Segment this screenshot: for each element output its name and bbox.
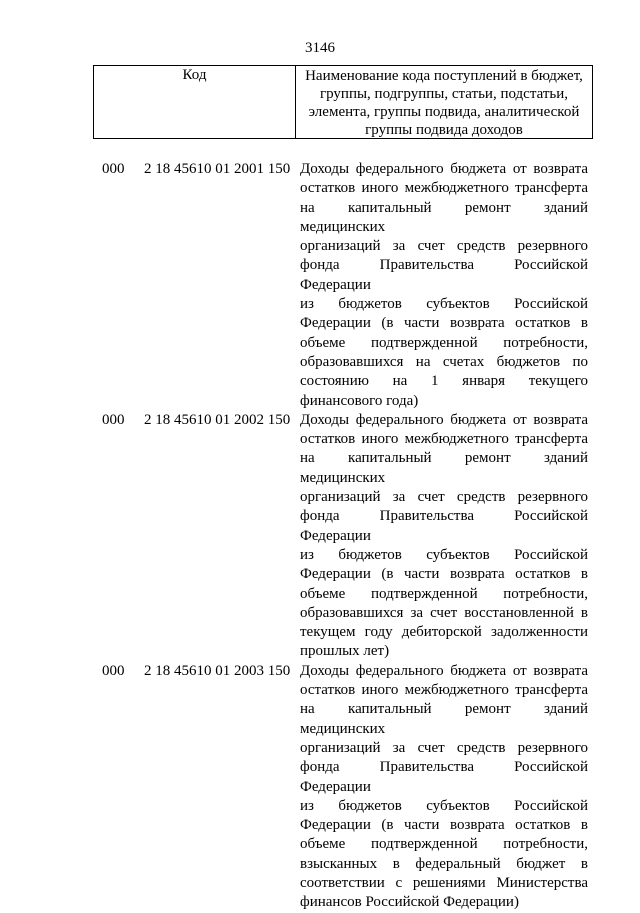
description-line: финансов Российской Федерации) [300,894,519,911]
description-line: объеме подтвержденной потребности, [300,334,588,351]
description-line: состоянию на 1 января текущего [300,373,588,390]
description-line: остатков иного межбюджетного трансферта [300,431,588,448]
description-line: объеме подтвержденной потребности, [300,585,588,602]
description-line: Доходы федерального бюджета от возврата [300,411,588,428]
revenue-description [300,411,588,662]
admin-code: 000 [102,161,125,177]
description-line: остатков иного межбюджетного трансферта [300,682,588,699]
description-line: фонда Правительства Российской Федерации [300,257,588,293]
header-name-line: группы, подгруппы, статьи, подстатьи, [319,86,569,102]
table-row [0,160,640,411]
revenue-description [300,662,588,913]
description-line: Доходы федерального бюджета от возврата [300,662,588,679]
description-line: организаций за счет средств резервного [300,238,588,255]
table-row [0,411,640,662]
description-line: организаций за счет средств резервного [300,739,588,756]
revenue-code: 2 18 45610 01 2002 150 [144,411,291,428]
description-line: Федерации (в части возврата остатков в [300,566,588,583]
revenue-code: 2 18 45610 01 2001 150 [144,161,291,177]
admin-code: 000 [102,411,125,428]
description-line: фонда Правительства Российской Федерации [300,759,588,795]
header-name-line: Наименование кода поступлений в бюджет, [305,68,583,84]
header-name-line: элемента, группы подвида, аналитической [308,104,580,120]
description-line: объеме подтвержденной потребности, [300,836,588,853]
description-line: Федерации (в части возврата остатков в [300,315,588,332]
description-line: остатков иного межбюджетного трансферта [300,180,588,197]
table-header [93,65,593,139]
description-line: фонда Правительства Российской Федерации [300,508,588,544]
description-line: на капитальный ремонт зданий медицинских [300,199,588,235]
description-line: Доходы федерального бюджета от возврата [300,161,588,177]
description-line: на капитальный ремонт зданий медицинских [300,450,588,486]
description-line: из бюджетов субъектов Российской [300,546,588,563]
description-line: из бюджетов субъектов Российской [300,296,588,313]
description-line: прошлых лет) [300,643,390,660]
description-line: Федерации (в части возврата остатков в [300,817,588,834]
table-body [0,160,640,913]
table-row [0,662,640,913]
revenue-description [300,160,588,411]
admin-code: 000 [102,662,125,679]
description-line: образовавшихся на счетах бюджетов по [300,353,588,370]
description-line: образовавшихся за счет восстановленной в [300,604,588,621]
description-line: взысканных в федеральный бюджет в [300,855,588,872]
page-number: 3146 [305,40,335,56]
description-line: на капитальный ремонт зданий медицинских [300,701,588,737]
description-line: текущем году дебиторской задолженности [300,624,588,641]
description-line: из бюджетов субъектов Российской [300,797,588,814]
description-line: организаций за счет средств резервного [300,489,588,506]
description-line: финансового года) [300,392,419,409]
description-line: соответствии с решениями Министерства [300,874,588,891]
header-name-line: группы подвида доходов [365,122,523,138]
header-code-column: Код [94,66,296,138]
header-name-column [296,66,592,138]
revenue-code: 2 18 45610 01 2003 150 [144,662,291,679]
